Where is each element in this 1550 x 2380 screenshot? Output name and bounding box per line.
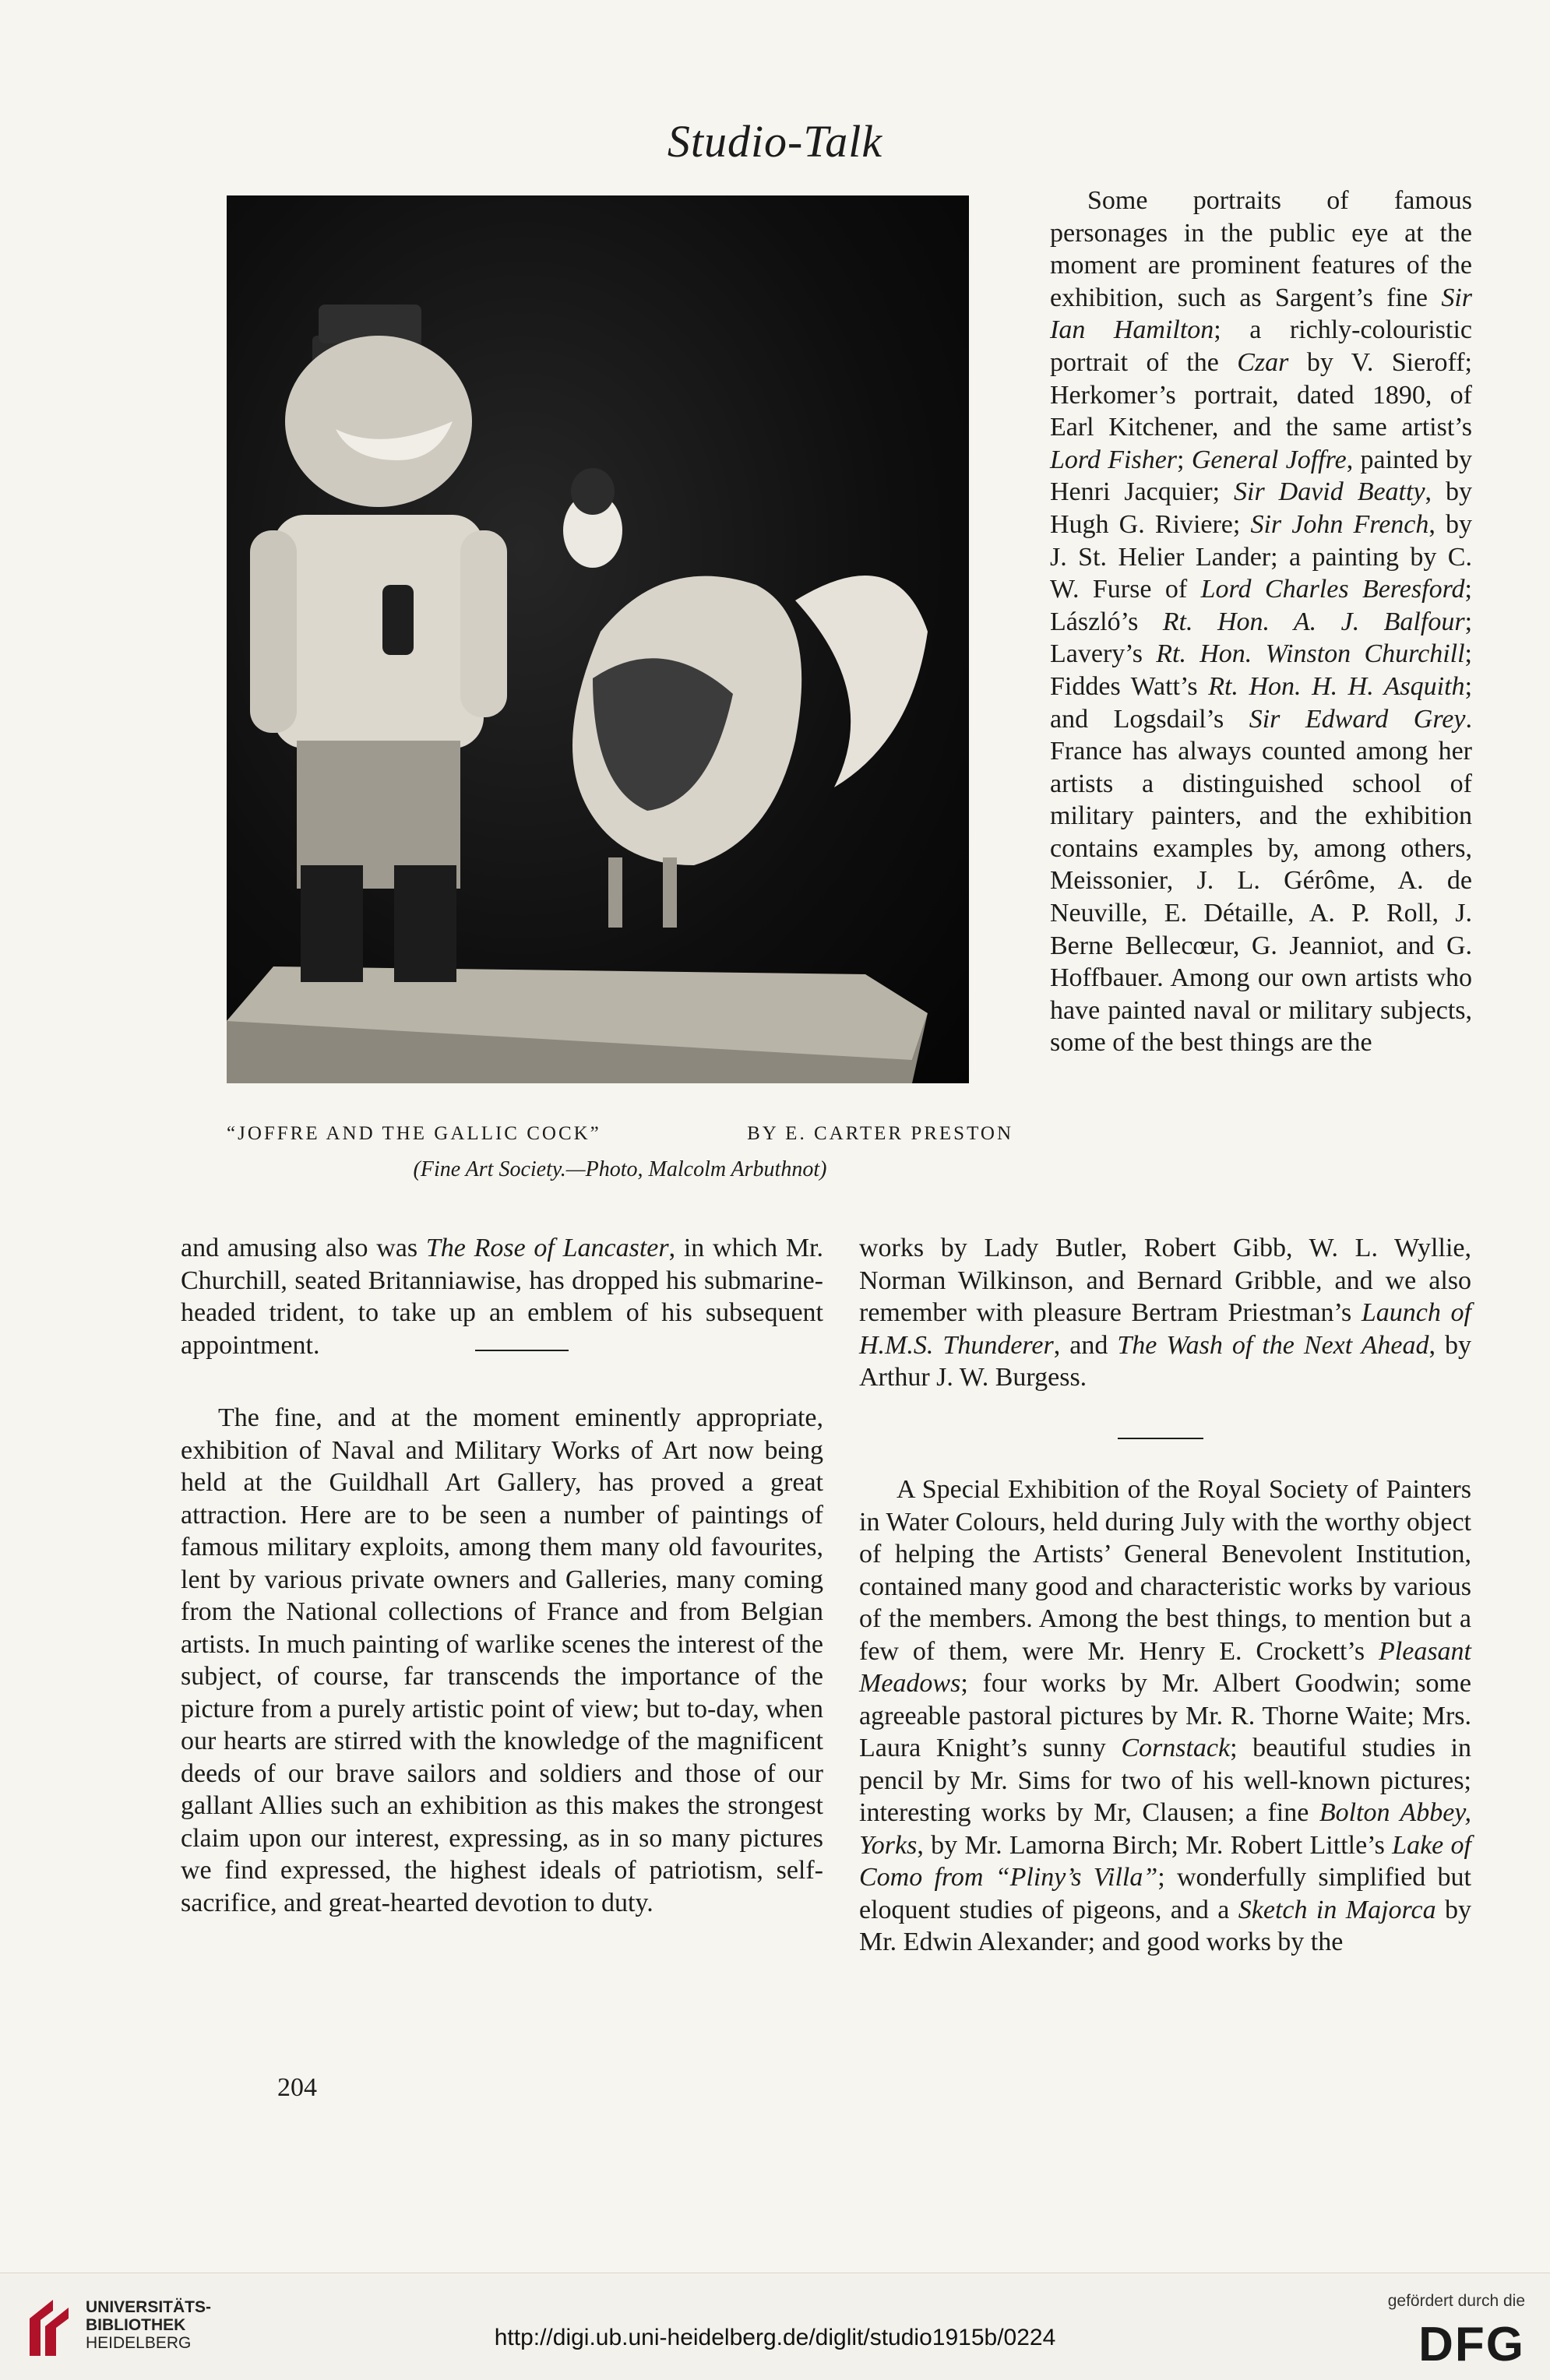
caption-artist: BY E. CARTER PRESTON — [747, 1123, 1013, 1144]
figure-caption — [227, 1123, 1013, 1154]
left-column-body — [181, 1402, 823, 1919]
paragraph: and amusing also was The Rose of Lancaster, in which Mr. Churchill, seated Britanniawise, has dropped his submarine-headed trident, to take up an emblem of his subsequent appointment. — [181, 1234, 824, 1360]
page-number: 204 — [277, 2073, 317, 2102]
dfg-logo: DFG — [1418, 2318, 1525, 2371]
source-url-link[interactable]: http://digi.ub.uni-heidelberg.de/diglit/studio1915b/0224 — [494, 2325, 1056, 2350]
section-divider — [475, 1350, 569, 1351]
right-column-top — [1050, 185, 1472, 1059]
carved-figures-illustration — [227, 195, 969, 1083]
paragraph: works by Lady Butler, Robert Gibb, W. L. Wyllie, Norman Wilkinson, and Bernard Gribble, and we also remember with pleasure Bertram Priestman’s Launch of H.M.S. Thunderer, and The Wash of the Next Ahead, by Arthur J. W. Burgess. — [859, 1234, 1472, 1392]
sponsor-text: gefördert durch die — [1387, 2292, 1525, 2310]
section-divider — [1118, 1438, 1203, 1439]
left-column — [181, 1232, 823, 1361]
caption-title: “JOFFRE AND THE GALLIC COCK” — [227, 1123, 601, 1144]
caption-credit: (Fine Art Society.—Photo, Malcolm Arbuthnot) — [413, 1157, 827, 1181]
library-name: UNIVERSITÄTS- BIBLIOTHEK HEIDELBERG — [86, 2298, 212, 2352]
paragraph: Some portraits of famous personages in the public eye at the moment are prominent features of the exhibition, such as Sargent’s fine Sir Ian Hamilton; a richly-colouristic portrait of the Czar by V. Sieroff; Herkomer’s portrait, dated 1890, of Earl Kitchener, and the same artist’s Lord Fisher; General Joffre, painted by Henri Jacquier; Sir David Beatty, by Hugh G. Riviere; Sir John French, by J. St. Helier Lander; a painting by C. W. Furse of Lord Charles Beresford; László’s Rt. Hon. A. J. Balfour; Lavery’s Rt. Hon. Winston Churchill; Fiddes Watt’s Rt. Hon. H. H. Asquith; and Logsdail’s Sir Edward Grey. France has always counted among her artists a distinguished school of military painters, and the exhibition contains examples by, among others, Meissonier, J. L. Gérôme, A. de Neuville, E. Détaille, A. P. Roll, J. Berne Bellecœur, G. Jeanniot, and G. Hoffbauer. Among our own artists who have painted naval or military subjects, some of the best things are the — [1050, 186, 1473, 1058]
right-column-bottom — [859, 1232, 1471, 1394]
digitization-footer — [0, 2273, 1550, 2380]
paragraph: The fine, and at the moment eminently appropriate, exhibition of Naval and Military Works of Art now being held at the Guildhall Art Gallery, has proved a great attraction. Here are to be seen a number of paintings of famous military exploits, among them many old favourites, lent by various private owners and Galleries, many coming from the National collections of France and from Belgian artists. In much painting of warlike scenes the interest of the subject, of course, far transcends the importance of the picture from a purely artistic point of view; but to-day, when our hearts are stirred with the knowledge of the magnificent deeds of our brave sailors and soldiers and those of our gallant Allies such an exhibition as this makes the strongest claim upon our interest, expressing, as in so many pictures we find expressed, the highest ideals of patriotism, self-sacrifice, and great-hearted devotion to duty. — [181, 1403, 823, 1917]
paragraph: A Special Exhibition of the Royal Society of Painters in Water Colours, held during July with the worthy object of helping the Artists’ General Benevolent Institution, contained many good and characteristic works by various of the members. Among the best things, to mention but a few of them, were Mr. Henry E. Crockett’s Pleasant Meadows; four works by Mr. Albert Goodwin; some agreeable pastoral pictures by Mr. R. Thorne Waite; Mrs. Laura Knight’s sunny Cornstack; beautiful studies in pencil by Mr. Sims for two of his well-known pictures; interesting works by Mr, Clausen; a fine Bolton Abbey, Yorks, by Mr. Lamorna Birch; Mr. Robert Little’s Lake of Como from “Pliny’s Villa”; wonderfully simplified but eloquent studies of pigeons, and a Sketch in Majorca by Mr. Edwin Alexander; and good works by the — [859, 1475, 1472, 1956]
right-column-bottom-body — [859, 1473, 1471, 1959]
page-header: Studio-Talk — [667, 116, 883, 167]
figure-photo — [227, 195, 969, 1083]
